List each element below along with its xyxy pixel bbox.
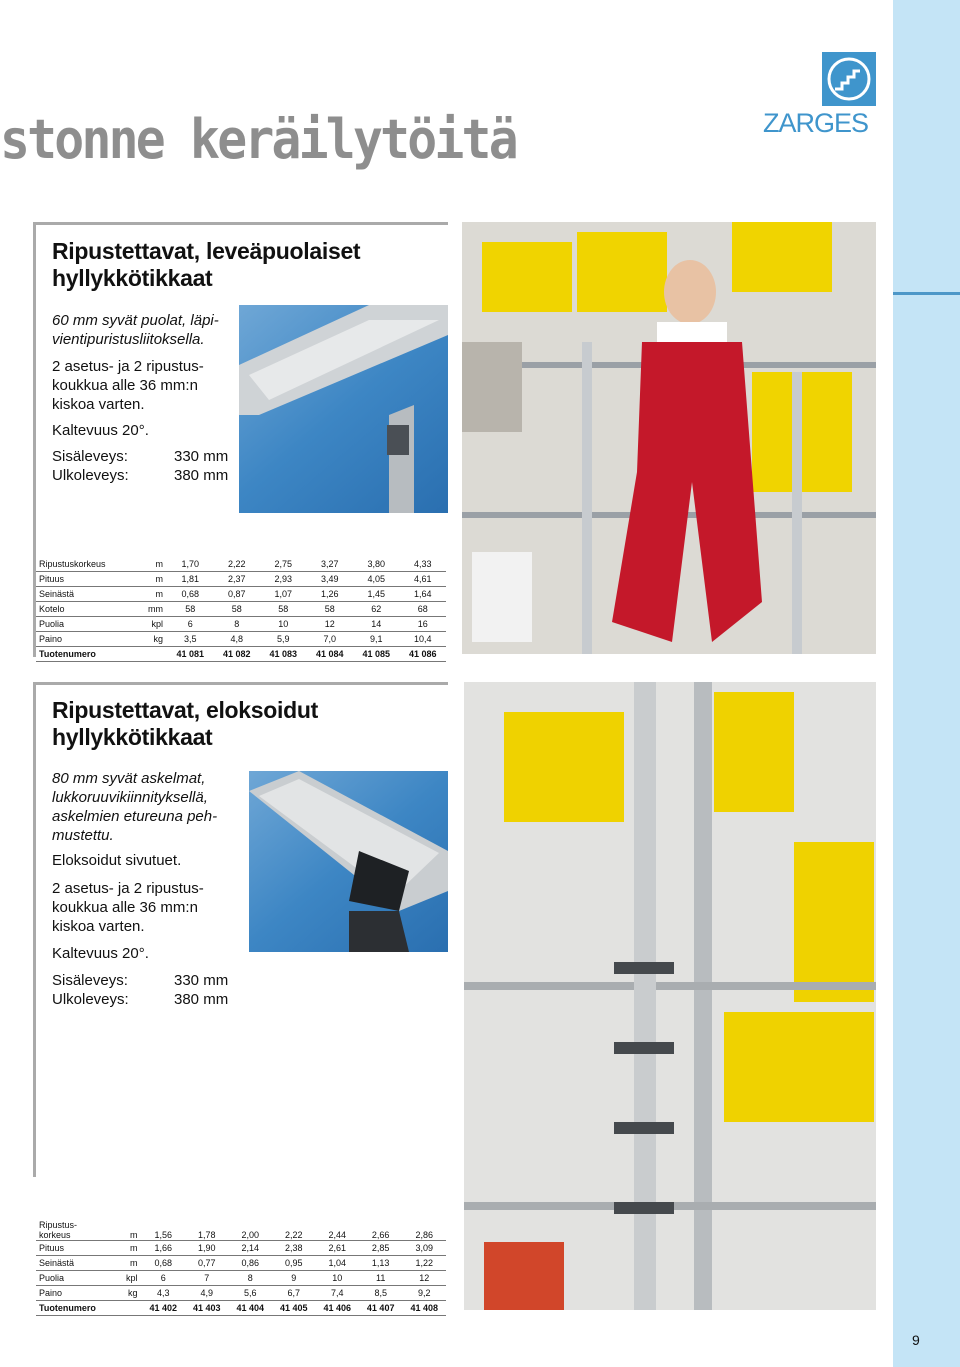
- table-cell: 10,4: [399, 632, 446, 647]
- table-cell: 16: [399, 617, 446, 632]
- table-cell: 41 403: [185, 1301, 228, 1316]
- table-cell: 0,68: [167, 587, 213, 602]
- table-cell: kpl: [137, 617, 168, 632]
- product-spec: 60 mm syvät puolat, läpi- vientipuristusliitoksella.: [52, 312, 219, 348]
- table-cell: 10: [315, 1271, 358, 1286]
- table-cell: 41 085: [353, 647, 399, 662]
- table-row: [36, 1241, 446, 1256]
- table-cell: 41 082: [214, 647, 260, 662]
- table-row: [36, 587, 446, 602]
- table-cell: 41 086: [399, 647, 446, 662]
- product-hooks: 2 asetus- ja 2 ripustus- koukkua alle 36 mm:n kiskoa varten.: [52, 358, 204, 413]
- table-cell: 14: [353, 617, 399, 632]
- table-cell: 3,27: [307, 557, 353, 572]
- table-cell: 4,33: [399, 557, 446, 572]
- product-title: Ripustettavat, leveäpuolaiset hyllykkötikkaat: [52, 238, 361, 291]
- worker-on-ladder-photo: [462, 222, 876, 654]
- table-cell: 9,2: [402, 1286, 446, 1301]
- table-row: [36, 1271, 446, 1286]
- product-incline: Kaltevuus 20°.: [52, 945, 149, 962]
- table-cell: 2,22: [272, 1220, 315, 1241]
- table-cell: 7: [185, 1271, 228, 1286]
- table-cell: 41 084: [307, 647, 353, 662]
- table-row: [36, 632, 446, 647]
- table-cell: 1,70: [167, 557, 213, 572]
- table-cell: 2,38: [272, 1241, 315, 1256]
- table-cell: 0,77: [185, 1256, 228, 1271]
- table-cell: 10: [260, 617, 306, 632]
- table-cell: 2,86: [402, 1220, 446, 1241]
- table-cell: 1,04: [315, 1256, 358, 1271]
- table-cell: 41 402: [142, 1301, 185, 1316]
- table-cell: Ripustuskorkeus: [36, 557, 137, 572]
- table-cell: 58: [214, 602, 260, 617]
- table-cell: Puolia: [36, 617, 137, 632]
- table-row: [36, 572, 446, 587]
- table-cell: 41 081: [167, 647, 213, 662]
- product-title: Ripustettavat, eloksoidut hyllykkötikkaat: [52, 697, 318, 750]
- table-row: [36, 617, 446, 632]
- product-panel-anodized: [33, 682, 448, 1177]
- table-cell: 1,26: [307, 587, 353, 602]
- table-cell: 1,81: [167, 572, 213, 587]
- table-cell: 2,37: [214, 572, 260, 587]
- product-widths: Sisäleveys: 330 mm Ulkoleveys: 380 mm: [52, 972, 229, 1008]
- table-cell: 2,14: [229, 1241, 272, 1256]
- table-cell: 9,1: [353, 632, 399, 647]
- table-cell: 58: [260, 602, 306, 617]
- page-headline: stonne keräilytöitä: [0, 108, 516, 171]
- product-hooks: 2 asetus- ja 2 ripustus- koukkua alle 36 mm:n kiskoa varten.: [52, 880, 204, 935]
- table-cell: 41 404: [229, 1301, 272, 1316]
- table-cell: 6: [167, 617, 213, 632]
- table-cell: 7,4: [315, 1286, 358, 1301]
- table-cell: m: [137, 557, 168, 572]
- table-row: [36, 1256, 446, 1271]
- page-number: 9: [912, 1332, 920, 1348]
- table-cell: 41 083: [260, 647, 306, 662]
- table-cell: 6,7: [272, 1286, 315, 1301]
- table-cell: m: [137, 572, 168, 587]
- table-cell: 8,5: [359, 1286, 402, 1301]
- table-cell: 2,00: [229, 1220, 272, 1241]
- table-cell: 1,45: [353, 587, 399, 602]
- table-cell: m: [118, 1256, 142, 1271]
- table-cell: [137, 647, 168, 662]
- table-cell: 2,44: [315, 1220, 358, 1241]
- table-row: [36, 647, 446, 662]
- step-illustration: [249, 771, 448, 952]
- zarges-logo-icon: [822, 52, 876, 106]
- table-cell: 12: [307, 617, 353, 632]
- table-cell: 58: [307, 602, 353, 617]
- sidebar-strip: [893, 0, 960, 1367]
- ladder-illustration: [239, 305, 448, 513]
- table-cell: Pituus: [36, 1241, 118, 1256]
- table-cell: 2,66: [359, 1220, 402, 1241]
- table-cell: 8: [229, 1271, 272, 1286]
- table-cell: 0,95: [272, 1256, 315, 1271]
- brand-name: ZARGES: [763, 108, 869, 138]
- table-cell: 12: [402, 1271, 446, 1286]
- table-cell: m: [118, 1241, 142, 1256]
- table-cell: 4,9: [185, 1286, 228, 1301]
- product-spec: 80 mm syvät askelmat, lukkoruuvikiinnityksellä, askelmien etureuna peh- mustettu.: [52, 770, 218, 844]
- spec-table-wide-rung: [36, 557, 446, 662]
- table-cell: 68: [399, 602, 446, 617]
- table-cell: Paino: [36, 632, 137, 647]
- table-cell: mm: [137, 602, 168, 617]
- table-cell: 4,8: [214, 632, 260, 647]
- table-row: [36, 557, 446, 572]
- table-cell: 5,6: [229, 1286, 272, 1301]
- table-cell: 1,22: [402, 1256, 446, 1271]
- table-cell: 1,90: [185, 1241, 228, 1256]
- table-cell: 41 405: [272, 1301, 315, 1316]
- table-cell: 58: [167, 602, 213, 617]
- table-cell: 9: [272, 1271, 315, 1286]
- table-cell: [118, 1301, 142, 1316]
- table-cell: 1,56: [142, 1220, 185, 1241]
- table-cell: 62: [353, 602, 399, 617]
- product-incline: Kaltevuus 20°.: [52, 422, 149, 439]
- table-cell: 2,22: [214, 557, 260, 572]
- table-cell: 5,9: [260, 632, 306, 647]
- table-cell: 7,0: [307, 632, 353, 647]
- table-cell: 6: [142, 1271, 185, 1286]
- table-cell: 2,85: [359, 1241, 402, 1256]
- table-cell: 0,86: [229, 1256, 272, 1271]
- table-unit: m: [118, 1220, 142, 1241]
- table-cell: kg: [118, 1286, 142, 1301]
- table-cell: 1,64: [399, 587, 446, 602]
- sidebar-divider: [893, 292, 960, 295]
- table-cell: kpl: [118, 1271, 142, 1286]
- table-cell: Pituus: [36, 572, 137, 587]
- table-cell: 41 406: [315, 1301, 358, 1316]
- table-row: [36, 1286, 446, 1301]
- table-row: [36, 1220, 446, 1241]
- table-cell: 3,5: [167, 632, 213, 647]
- table-cell: 4,05: [353, 572, 399, 587]
- table-cell: 1,13: [359, 1256, 402, 1271]
- table-cell: 3,80: [353, 557, 399, 572]
- table-cell: 2,61: [315, 1241, 358, 1256]
- table-row: [36, 602, 446, 617]
- table-cell: Paino: [36, 1286, 118, 1301]
- table-cell: 2,75: [260, 557, 306, 572]
- table-cell: m: [137, 587, 168, 602]
- table-cell: 1,78: [185, 1220, 228, 1241]
- spec-table-anodized: [36, 1220, 446, 1316]
- table-cell: 1,66: [142, 1241, 185, 1256]
- table-cell: Seinästä: [36, 1256, 118, 1271]
- table-cell: Kotelo: [36, 602, 137, 617]
- table-cell: Puolia: [36, 1271, 118, 1286]
- table-cell: Seinästä: [36, 587, 137, 602]
- table-cell: 4,3: [142, 1286, 185, 1301]
- table-cell: kg: [137, 632, 168, 647]
- table-cell: 11: [359, 1271, 402, 1286]
- table-cell: Tuotenumero: [36, 1301, 118, 1316]
- table-cell: 0,87: [214, 587, 260, 602]
- table-cell: 8: [214, 617, 260, 632]
- shelf-ladder-photo: [464, 682, 876, 1310]
- table-cell: 0,68: [142, 1256, 185, 1271]
- table-cell: 4,61: [399, 572, 446, 587]
- table-cell: 41 408: [402, 1301, 446, 1316]
- table-cell: 3,49: [307, 572, 353, 587]
- table-row: [36, 1301, 446, 1316]
- table-cell: 41 407: [359, 1301, 402, 1316]
- product-widths: Sisäleveys: 330 mm Ulkoleveys: 380 mm: [52, 448, 229, 484]
- product-anodized: Eloksoidut sivutuet.: [52, 852, 182, 869]
- table-cell: 1,07: [260, 587, 306, 602]
- table-cell: Tuotenumero: [36, 647, 137, 662]
- table-cell: 2,93: [260, 572, 306, 587]
- table-label: Ripustus- korkeus: [36, 1220, 118, 1241]
- table-cell: 3,09: [402, 1241, 446, 1256]
